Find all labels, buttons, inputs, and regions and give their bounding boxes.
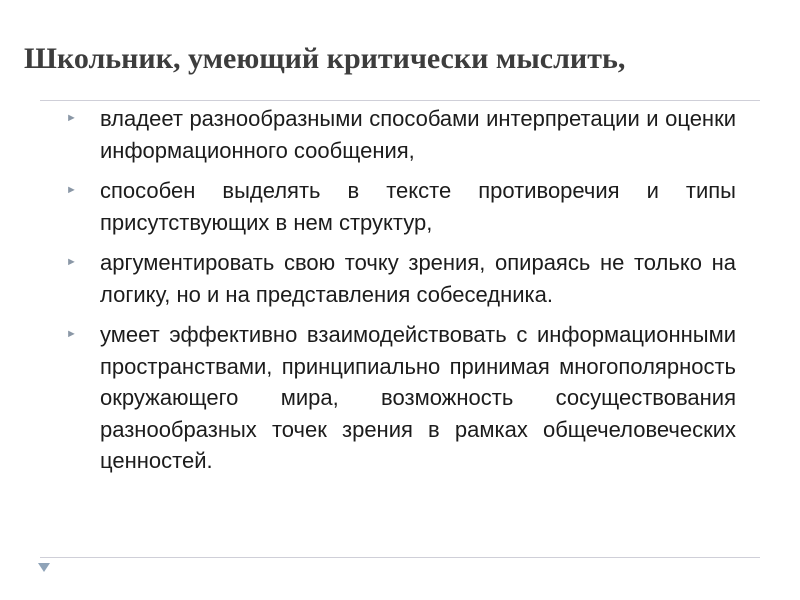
bullet-arrow-icon: ► bbox=[66, 328, 77, 340]
bullet-item bbox=[66, 247, 736, 310]
bullet-text: владеет разнообразными способами интерпретации и оценки информационного сообщения, bbox=[100, 106, 736, 163]
bullet-text: способен выделять в тексте противоречия и типы присутствующих в нем структур, bbox=[100, 178, 736, 235]
title-divider bbox=[40, 100, 760, 101]
bullet-arrow-icon: ► bbox=[66, 112, 77, 124]
bullet-text: аргументировать свою точку зрения, опираясь не только на логику, но и на представления собеседника. bbox=[100, 250, 736, 307]
bullet-text: умеет эффективно взаимодействовать с информационными пространствами, принципиально принимая многополярность окружающего мира, возможность сосуществования разнообразных точек зрения в рамках общечеловеческих ценностей. bbox=[100, 322, 736, 473]
bullet-item bbox=[66, 103, 736, 166]
bullet-item bbox=[66, 175, 736, 238]
bullet-arrow-icon: ► bbox=[66, 256, 77, 268]
bullet-arrow-icon: ► bbox=[66, 184, 77, 196]
bullet-item bbox=[66, 319, 736, 477]
bullet-list bbox=[66, 103, 736, 477]
triangle-down-icon bbox=[38, 563, 50, 572]
slide-title: Школьник, умеющий критически мыслить, bbox=[24, 42, 626, 75]
footer-divider bbox=[40, 557, 760, 558]
